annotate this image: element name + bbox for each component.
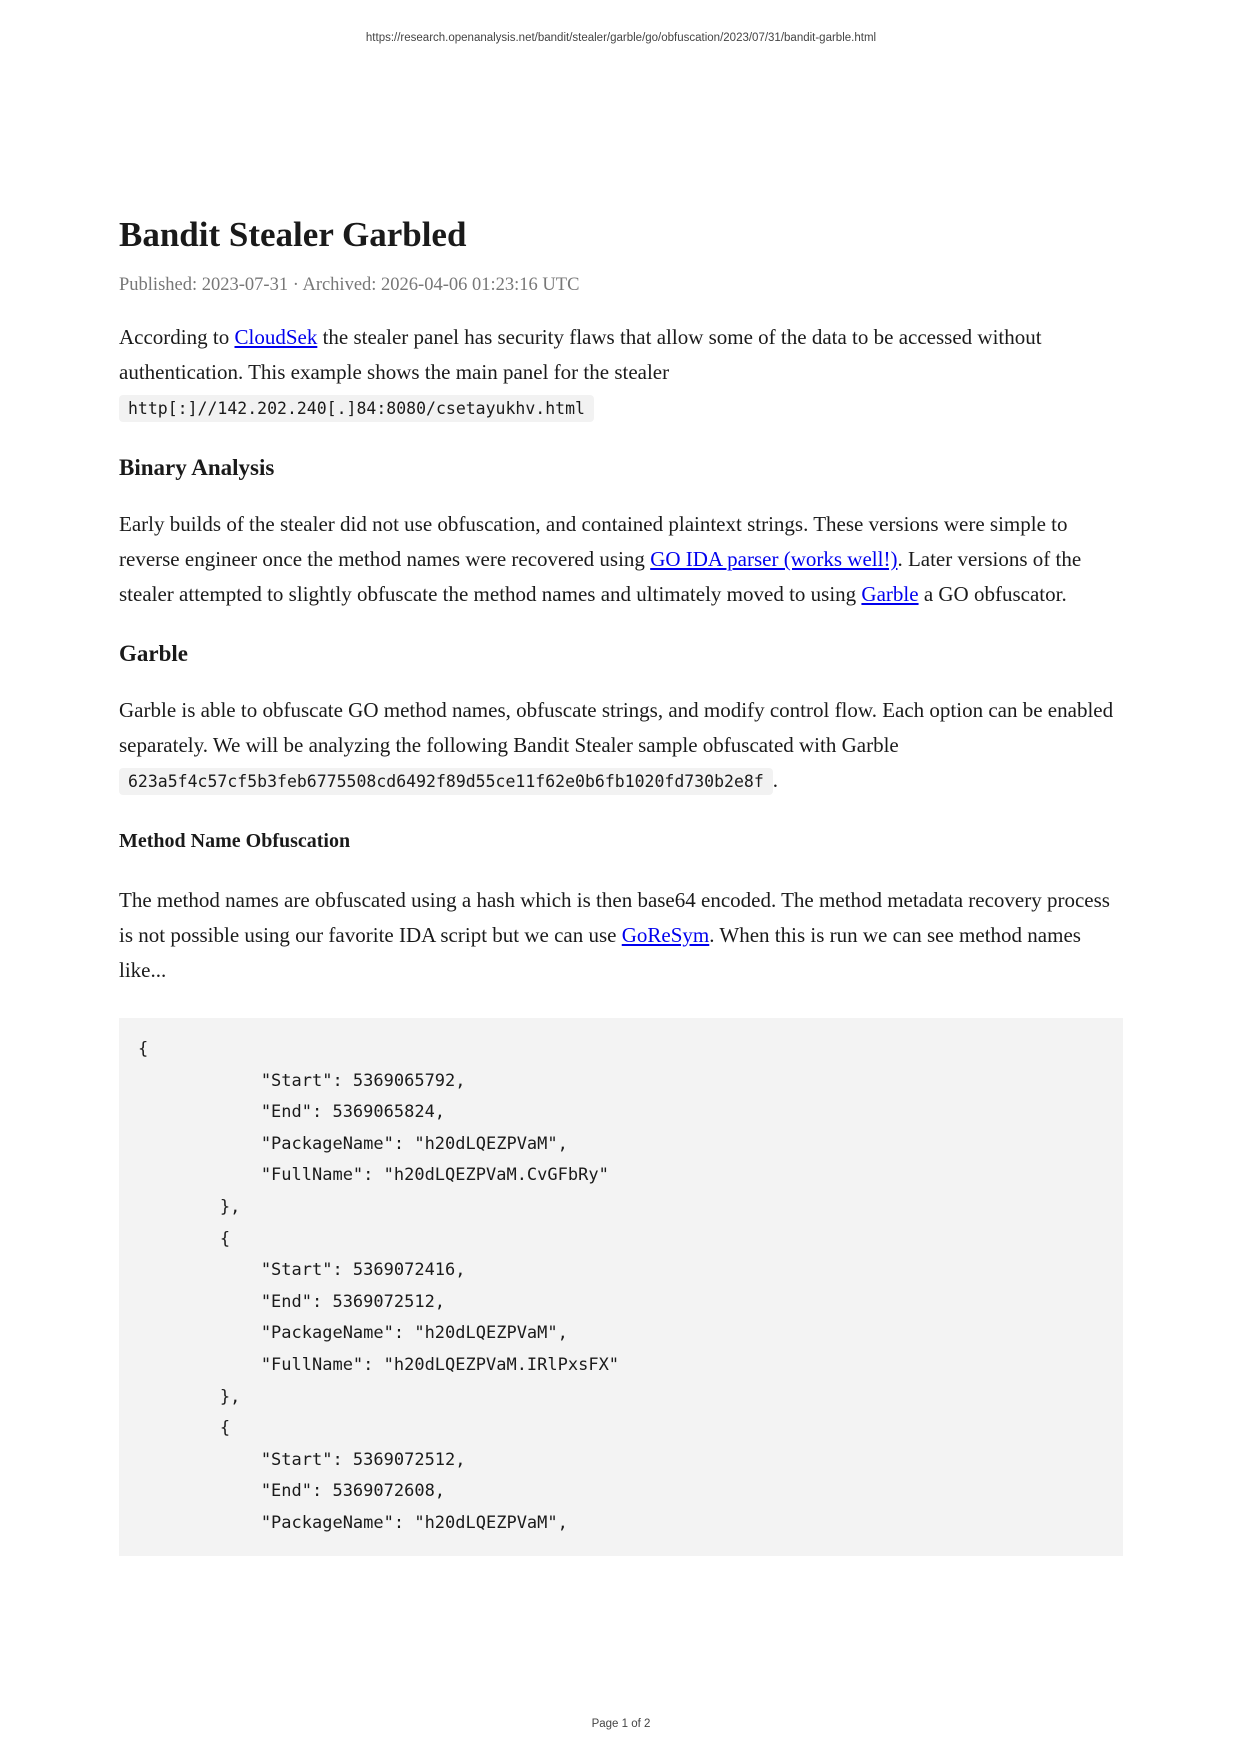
page-number: Page 1 of 2 xyxy=(591,1718,651,1730)
garble-paragraph xyxy=(119,693,1123,799)
binary-analysis-text-1: Early builds of the stealer did not use obfuscation, and contained plaintext strings. These versions were simple to reverse engineer once the method names were recovered using xyxy=(119,512,1068,571)
method-name-text-2: . When this is run we can see method names like... xyxy=(119,923,1081,982)
binary-analysis-paragraph xyxy=(119,507,1123,612)
article xyxy=(119,212,1123,1556)
garble-heading: Garble xyxy=(119,641,188,666)
cloudsek-link[interactable]: CloudSek xyxy=(234,325,318,349)
garble-link[interactable]: Garble xyxy=(861,582,919,606)
binary-analysis-text-2: . Later versions of the stealer attempted to slightly obfuscate the method names and ultimately moved to using xyxy=(119,547,1082,606)
go-ida-parser-link[interactable]: GO IDA parser (works well!) xyxy=(650,547,898,571)
panel-url-code: http[:]//142.202.240[.]84:8080/csetayukhv.html xyxy=(119,395,594,422)
publish-meta: Published: 2023-07-31 · Archived: 2026-04-06 01:23:16 UTC xyxy=(119,275,580,295)
intro-paragraph xyxy=(119,320,1123,426)
garble-text-2: . xyxy=(772,768,779,792)
method-name-obfuscation-heading: Method Name Obfuscation xyxy=(119,830,351,852)
method-name-text-1: The method names are obfuscated using a hash which is then base64 encoded. The method metadata recovery process is not possible using our favorite IDA script but we can use xyxy=(119,888,1110,947)
goresym-output-code-block: { "Start": 5369065792, "End": 5369065824, "PackageName": "h20dLQEZPVaM", "FullName": "h20dLQEZPVaM.CvGFbRy" }, { "Start": 5369072416, "End": 5369072512, "PackageName": "h20dLQEZPVaM", "FullName": "h20dLQEZPVaM.IRlPxsFX" }, { "Start": 5369072512, "End": 5369072608, "PackageName": "h20dLQEZPVaM", xyxy=(119,1018,1123,1556)
garble-text-1: Garble is able to obfuscate GO method names, obfuscate strings, and modify control flow. Each option can be enabled separately. We will be analyzing the following Bandit Stealer sample obfuscated with Garble xyxy=(119,698,1114,757)
page-title: Bandit Stealer Garbled xyxy=(119,215,467,254)
binary-analysis-text-3: a GO obfuscator. xyxy=(918,582,1067,606)
binary-analysis-heading: Binary Analysis xyxy=(119,455,275,480)
page-url: https://research.openanalysis.net/bandit/stealer/garble/go/obfuscation/2023/07/31/bandit-garble.html xyxy=(365,32,877,44)
method-name-paragraph xyxy=(119,883,1123,988)
sample-hash-code: 623a5f4c57cf5b3feb6775508cd6492f89d55ce11f62e0b6fb1020fd730b2e8f xyxy=(119,768,773,795)
goresym-link[interactable]: GoReSym xyxy=(621,923,710,947)
intro-text-1: According to xyxy=(119,325,235,349)
intro-text-2: the stealer panel has security flaws that allow some of the data to be accessed without authentication. This example shows the main panel for the stealer xyxy=(119,325,1042,384)
